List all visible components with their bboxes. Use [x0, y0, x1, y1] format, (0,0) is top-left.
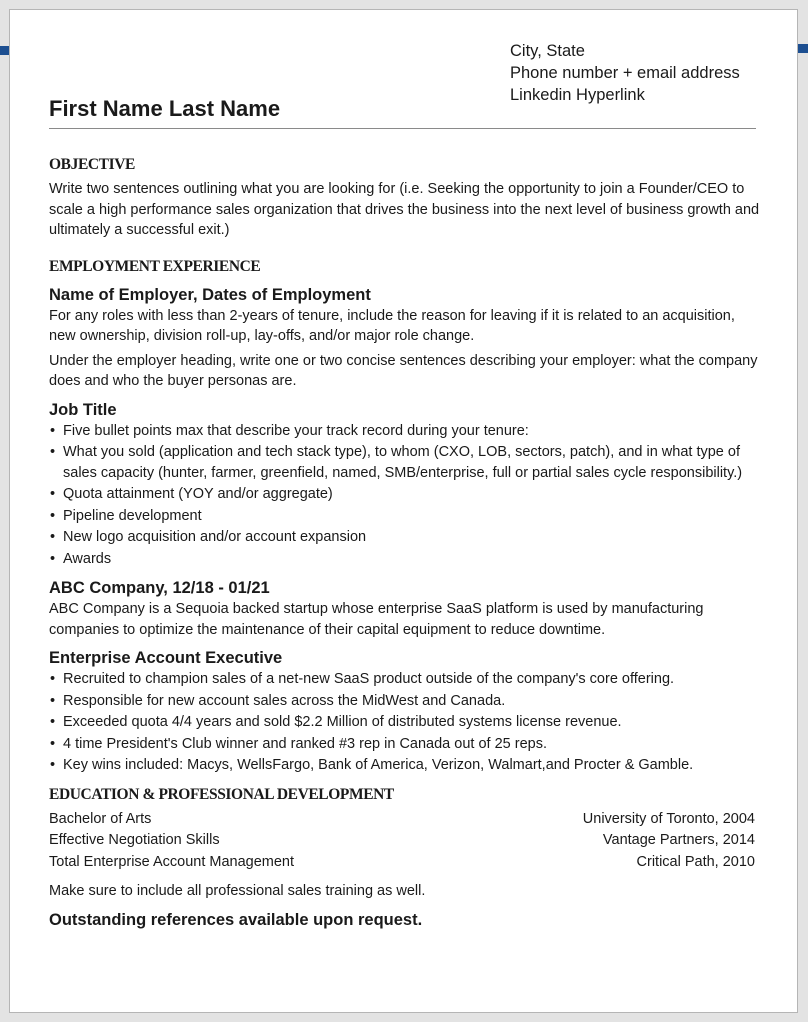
header-divider: [49, 128, 756, 129]
table-row: [49, 830, 755, 852]
resume-page: [9, 9, 798, 1013]
employment-heading: EMPLOYMENT EXPERIENCE: [49, 257, 261, 275]
job-title: Enterprise Account Executive: [49, 649, 283, 667]
contact-linkedin: Linkedin Hyperlink: [510, 86, 645, 104]
list-item: • Recruited to champion sales of a net-new SaaS product outside of the company's core offering.: [49, 669, 761, 690]
employer-name: Name of Employer, Dates of Employment: [49, 285, 371, 304]
objective-text: Write two sentences outlining what you are looking for (i.e. Seeking the opportunity to join a Founder/CEO to scale a high performance sales organization that drives the business into the next level of business growth and ultimately a successful exit.): [49, 181, 760, 238]
list-item: • 4 time President's Club winner and ranked #3 rep in Canada out of 25 reps.: [49, 734, 761, 755]
list-item: • New logo acquisition and/or account expansion: [49, 527, 761, 548]
employer-name: ABC Company, 12/18 - 01/21: [49, 579, 270, 597]
employment-section: [49, 257, 761, 776]
education-note: Make sure to include all professional sales training as well.: [49, 883, 426, 899]
contact-location: City, State: [510, 42, 585, 60]
list-item: • Exceeded quota 4/4 years and sold $2.2 Million of distributed systems license revenue.: [49, 712, 761, 733]
education-heading: EDUCATION & PROFESSIONAL DEVELOPMENT: [49, 785, 394, 803]
education-institution: Critical Path, 2010: [636, 853, 755, 870]
achievement-list: [49, 669, 761, 776]
employment-entry: [49, 578, 761, 776]
education-credential: Bachelor of Arts: [49, 810, 152, 827]
job-title: Job Title: [49, 400, 117, 419]
employer-note: For any roles with less than 2-years of tenure, include the reason for leaving if it is related to an acquisition, new ownership, division roll-up, lay-offs, and/or major role change.: [49, 307, 735, 344]
references-statement: Outstanding references available upon request.: [49, 910, 423, 929]
list-item: • Quota attainment (YOY and/or aggregate): [49, 484, 761, 505]
contact-block: [510, 40, 740, 106]
resume-content: [49, 155, 761, 930]
list-item: • Pipeline development: [49, 506, 761, 527]
list-item: • Awards: [49, 549, 761, 570]
table-row: [49, 809, 755, 831]
list-item: • Responsible for new account sales across the MidWest and Canada.: [49, 691, 761, 712]
education-section: [49, 785, 761, 902]
education-institution: University of Toronto, 2004: [582, 810, 755, 827]
table-row: [49, 852, 755, 874]
list-item: • Key wins included: Macys, WellsFargo, Bank of America, Verizon, Walmart,and Procter & Gamble.: [49, 755, 761, 776]
contact-phone-email: Phone number + email address: [510, 64, 740, 82]
employer-description: Under the employer heading, write one or two concise sentences describing your employer: what the company does and who the buyer personas are.: [49, 352, 758, 389]
employer-description: ABC Company is a Sequoia backed startup whose enterprise SaaS platform is used by manufacturing companies to optimize the maintenance of their capital equipment to reduce downtime.: [49, 601, 704, 638]
education-credential: Total Enterprise Account Management: [49, 853, 295, 870]
education-credential: Effective Negotiation Skills: [49, 832, 220, 848]
education-institution: Vantage Partners, 2014: [602, 832, 755, 848]
objective-heading: OBJECTIVE: [49, 156, 135, 173]
candidate-name: First Name Last Name: [49, 96, 281, 121]
list-item: • Five bullet points max that describe your track record during your tenure:: [49, 421, 761, 442]
employment-entry: [49, 285, 761, 570]
objective-section: [49, 155, 761, 241]
list-item: • What you sold (application and tech stack type), to whom (CXO, LOB, sectors, patch), and in what type of sales capacity (hunter, farmer, greenfield, named, SMB/enterprise, full or partial sales cycle responsibility.): [49, 442, 761, 483]
education-table: [49, 809, 755, 874]
achievement-list: [49, 421, 761, 570]
